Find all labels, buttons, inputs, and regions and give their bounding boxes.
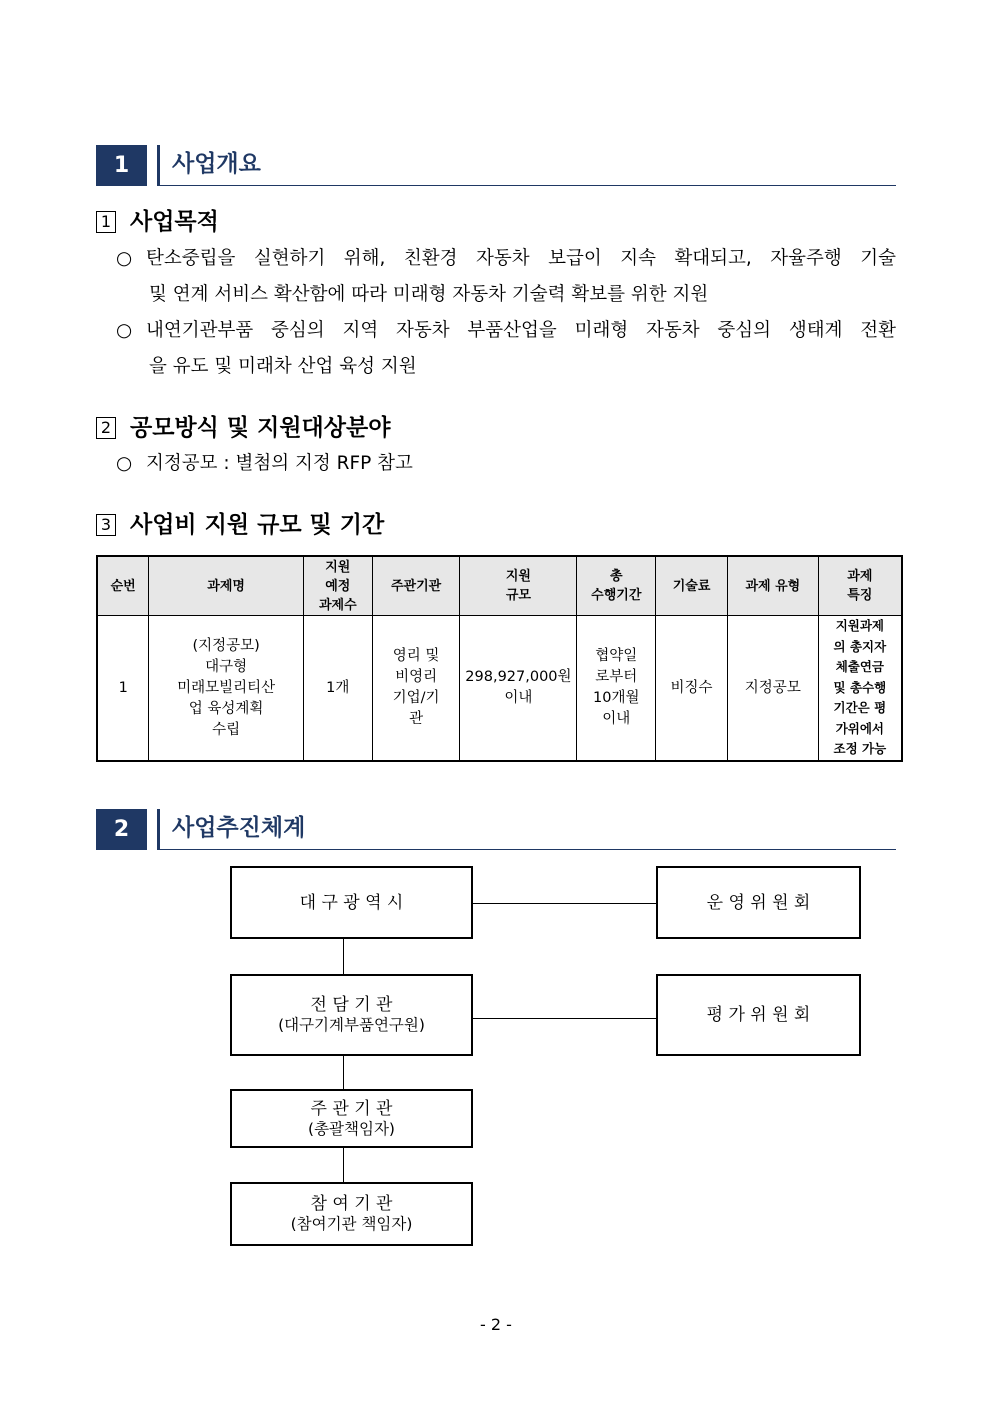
cell-text: (지정공모) (192, 637, 260, 654)
org-box-agency (230, 974, 473, 1056)
purpose-item-1-line-2: 및 연계 서비스 확산함에 따라 미래형 자동차 기술력 확보를 위한 지원 (149, 284, 709, 305)
cell-text: 이내 (504, 690, 533, 706)
cell-text: 기업/기 (392, 690, 440, 706)
table-header-row (97, 556, 902, 616)
table-header-cell (577, 556, 656, 616)
table-cell (577, 616, 656, 762)
section-2-title: 사업추진체계 (172, 815, 306, 841)
cell-text: 체출연금 (835, 659, 884, 675)
org-lead-label: 주 관 기 관 (310, 1098, 393, 1119)
cell-text: 비영리 (395, 669, 438, 685)
table-cell (656, 616, 728, 762)
section-2-number: 2 (96, 809, 147, 850)
table-header-cell (372, 556, 460, 616)
header-text: 지원 (325, 559, 351, 575)
header-text: 예정 (325, 578, 351, 594)
org-agency-label: 전 담 기 관 (310, 995, 393, 1015)
purpose-title: 사업목적 (130, 209, 219, 235)
budget-title: 사업비 지원 규모 및 기간 (130, 512, 385, 538)
table-header-cell (727, 556, 818, 616)
section-2-bar (157, 809, 160, 850)
cell-text: 가위에서 (835, 720, 884, 736)
cell-text: 조정 가능 (833, 741, 887, 757)
table-cell (460, 616, 577, 762)
cell-text: 1 (118, 679, 128, 696)
section-1-underline (157, 185, 896, 186)
purpose-index: 1 (96, 211, 116, 233)
cell-text: 10개월 (593, 690, 640, 706)
cell-text: 로부터 (595, 669, 638, 685)
org-box-participant (230, 1182, 473, 1246)
section-1-title: 사업개요 (172, 151, 261, 177)
bullet-circle: ○ (116, 453, 133, 474)
cell-text: 1개 (326, 679, 350, 696)
table-cell (372, 616, 460, 762)
method-item-1-text: 지정공모 : 별첨의 지정 RFP 참고 (146, 453, 413, 474)
header-text: 지원 (505, 569, 531, 584)
header-text: 수행기간 (591, 588, 642, 603)
header-text: 주관기관 (390, 578, 442, 594)
method-index: 2 (96, 417, 116, 439)
cell-text: 대구형 (205, 658, 248, 675)
cell-text: 협약일 (595, 648, 638, 664)
table-cell (97, 616, 149, 762)
org-connector (471, 1018, 657, 1019)
table-header-cell (303, 556, 372, 616)
org-box-daegu (230, 866, 473, 939)
header-text: 과제 (847, 569, 873, 584)
method-title: 공모방식 및 지원대상분야 (130, 415, 391, 441)
table-header-cell (460, 556, 577, 616)
org-participant-label: 참 여 기 관 (310, 1194, 393, 1214)
table-header-cell (97, 556, 149, 616)
budget-heading (96, 510, 384, 540)
table-cell (818, 616, 902, 762)
cell-text: 의 총지자 (833, 638, 887, 654)
header-text: 총 (609, 569, 623, 584)
bullet-circle: ○ (116, 320, 133, 341)
header-text: 특징 (847, 588, 873, 603)
cell-text: 관 (409, 711, 424, 727)
bullet-circle: ○ (116, 248, 133, 269)
cell-text: 수립 (212, 721, 241, 738)
table-row (97, 616, 902, 762)
org-connector (343, 1054, 344, 1091)
header-text: 과제명 (207, 578, 245, 594)
purpose-item-2 (116, 313, 896, 385)
method-heading (96, 413, 390, 443)
cell-text: 미래모빌리티산 (177, 679, 276, 696)
org-connector (471, 903, 657, 904)
header-text: 순번 (110, 578, 136, 594)
budget-index: 3 (96, 514, 116, 536)
purpose-item-2-line-1: 내연기관부품 중심의 지역 자동차 부품산업을 미래형 자동차 중심의 생태계 전환 (146, 320, 896, 341)
page-number: - 2 - (480, 1315, 512, 1334)
org-lead-sublabel: (총괄책임자) (308, 1119, 395, 1138)
header-text: 기술료 (672, 578, 711, 594)
cell-text: 이내 (602, 711, 631, 727)
budget-table (96, 555, 903, 762)
section-1-number: 1 (96, 145, 147, 186)
purpose-item-1 (116, 241, 896, 313)
purpose-item-1-line-1: 탄소중립을 실현하기 위해, 친환경 자동차 보급이 지속 확대되고, 자율주행 기술 (146, 248, 896, 269)
purpose-heading (96, 207, 219, 237)
table-header-cell (818, 556, 902, 616)
table-header-cell (149, 556, 304, 616)
header-text: 과제수 (318, 597, 357, 613)
cell-text: 업 육성계획 (188, 700, 264, 717)
header-text: 규모 (505, 588, 531, 603)
table-cell (149, 616, 304, 762)
cell-text: 기간은 평 (833, 700, 887, 716)
org-connector (343, 937, 344, 976)
cell-text: 지정공모 (744, 679, 801, 696)
section-2-underline (157, 849, 896, 850)
method-item-1 (116, 446, 896, 482)
cell-text: 비징수 (670, 679, 713, 696)
cell-text: 및 총수행 (833, 679, 887, 695)
org-daegu-label: 대 구 광 역 시 (299, 892, 404, 913)
header-text: 과제 유형 (745, 578, 801, 594)
table-cell (303, 616, 372, 762)
cell-text: 영리 및 (392, 648, 440, 664)
org-agency-sublabel: (대구기계부품연구원) (278, 1016, 425, 1034)
org-box-lead (230, 1089, 473, 1148)
org-box-ops-committee (656, 866, 861, 939)
purpose-item-2-line-2: 을 유도 및 미래차 산업 육성 지원 (149, 356, 417, 377)
table-cell (727, 616, 818, 762)
org-eval-committee-label: 평 가 위 원 회 (706, 1005, 811, 1025)
org-box-eval-committee (656, 974, 861, 1056)
org-participant-sublabel: (참여기관 책임자) (290, 1215, 413, 1233)
org-ops-committee-label: 운 영 위 원 회 (706, 892, 811, 913)
section-1-bar (157, 145, 160, 186)
org-connector (343, 1146, 344, 1184)
table-header-cell (656, 556, 728, 616)
cell-text: 298,927,000원 (465, 669, 572, 685)
cell-text: 지원과제 (835, 618, 884, 634)
